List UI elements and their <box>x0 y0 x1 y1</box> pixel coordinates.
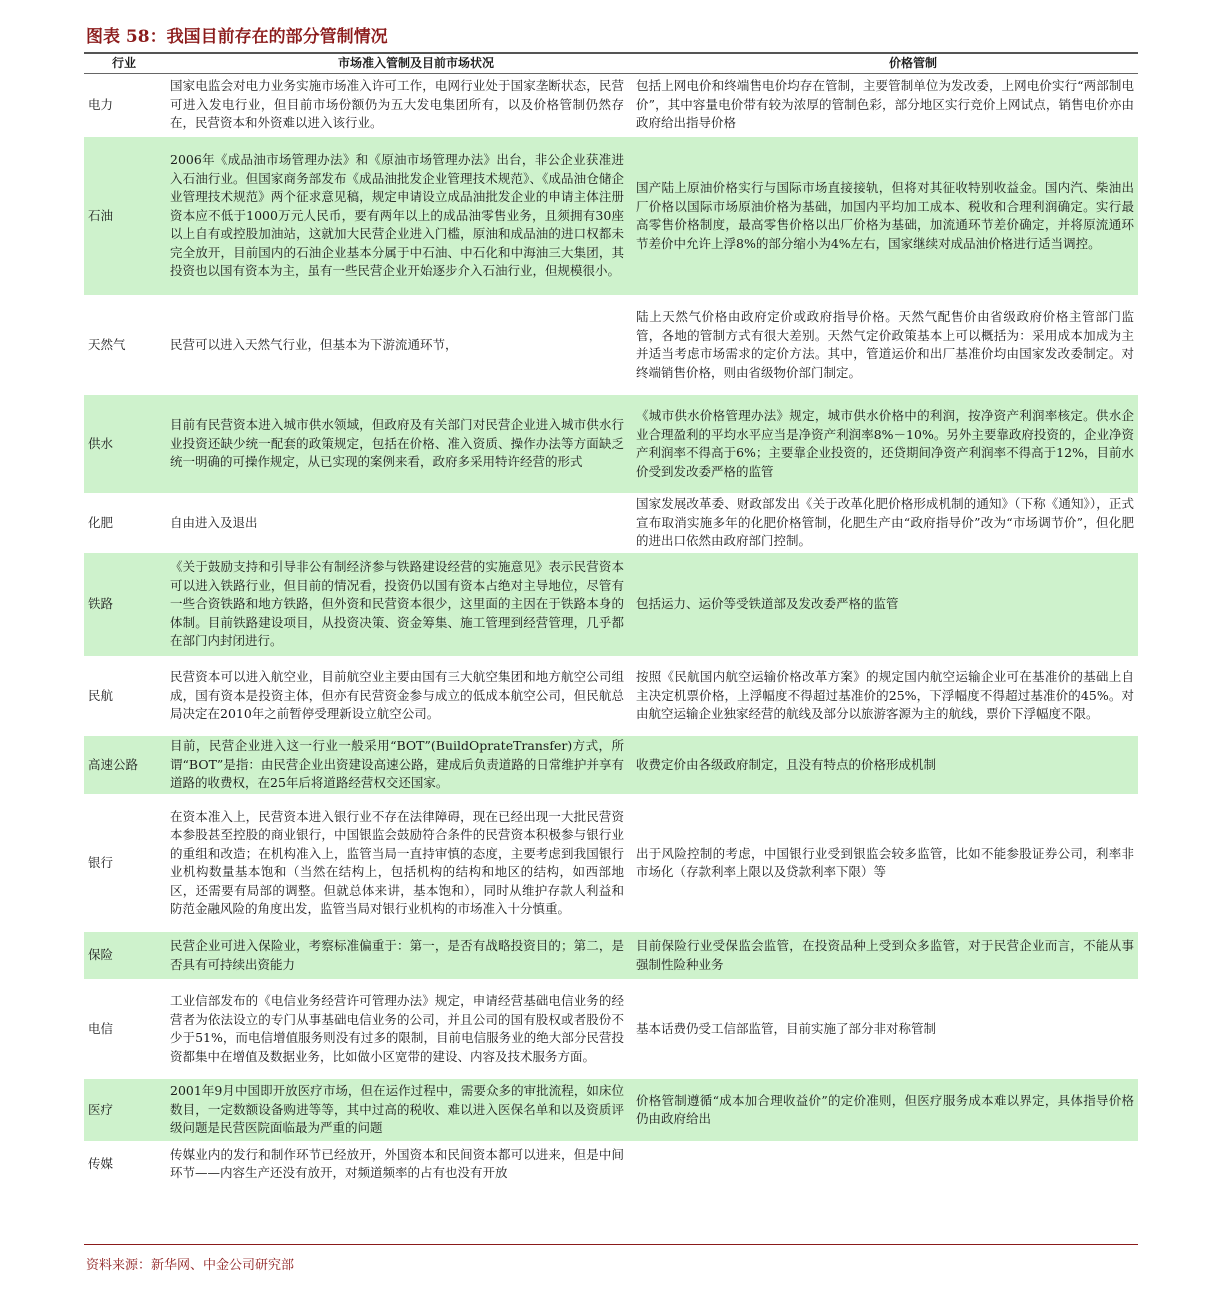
source-note: 资料来源：新华网、中金公司研究部 <box>86 1258 295 1273</box>
table-row <box>84 137 1138 296</box>
chart-title: 图表 58：我国目前存在的部分管制情况 <box>86 27 388 47</box>
table-row <box>84 980 1138 1079</box>
industry-cell: 民航 <box>88 687 114 703</box>
price-cell: 《城市供水价格管理办法》规定，城市供水价格中的利润，按净资产利润率核定。供水企业合理盈利的平均水平应当是净资产利润率8%－10%。另外主要靠政府投资的，企业净资产利润率不得高于6%；主要靠企业投资的，还贷期间净资产利润率不得高于12%，目前水价受到发改委严格的监管 <box>636 408 1134 479</box>
price-cell: 陆上天然气价格由政府定价或政府指导价格。天然气配售价由省级政府价格主管部门监管，各地的管制方式有很大差别。天然气定价政策基本上可以概括为：采用成本加成为主并适当考虑市场需求的定价方法。其中，管道运价和出厂基准价均由国家发改委制定。对终端销售价格，则由省级物价部门制定。 <box>636 309 1134 380</box>
market-cell: 2001年9月中国即开放医疗市场，但在运作过程中，需要众多的审批流程，如床位数目，一定数额设备购进等等，其中过高的税收、难以进入医保名单和以及资质评级问题是民营医院面临最为严重的问题 <box>170 1083 624 1136</box>
price-cell: 按照《民航国内航空运输价格改革方案》的规定国内航空运输企业可在基准价的基础上自主决定机票价格，上浮幅度不得超过基准价的25%，下浮幅度不得超过基准价的45%。对由航空运输企业独家经营的航线及部分以旅游客源为主的航线，票价下浮幅度不限。 <box>636 669 1134 722</box>
industry-cell: 高速公路 <box>88 756 139 772</box>
table-row <box>84 1142 1138 1187</box>
industry-cell: 保险 <box>88 947 114 963</box>
market-cell: 传媒业内的发行和制作环节已经放开，外国资本和民间资本都可以进来，但是中间环节——内容生产还没有放开，对频道频率的占有也没有开放 <box>170 1146 624 1180</box>
market-cell: 2006年《成品油市场管理办法》和《原油市场管理办法》出台，非公企业获准进入石油行业。但国家商务部发布《成品油批发企业管理技术规范》、《成品油仓储企业管理技术规范》两个征求意见稿，规定申请设立成品油批发企业的申请主体注册资本应不低于1000万元人民币，要有两年以上的成品油零售业务，且须拥有30座以上自有或控股加油站，这就加大民营企业进入门槛，原油和成品油的进口权都未完全放开，目前国内的石油企业基本分属于中石油、中石化和中海油三大集团，其投资也以国有资本为主，虽有一些民营企业开始逐步介入石油行业，但规模很小。 <box>170 152 624 279</box>
table-row <box>84 657 1138 736</box>
market-cell: 民营企业可进入保险业，考察标准偏重于：第一，是否有战略投资目的；第二，是否具有可持续出资能力 <box>170 938 624 972</box>
header-market: 市场准入管制及目前市场状况 <box>337 56 494 70</box>
market-cell: 民营可以进入天然气行业，但基本为下游流通环节， <box>170 336 458 352</box>
industry-cell: 天然气 <box>88 336 126 352</box>
market-cell: 《关于鼓励支持和引导非公有制经济参与铁路建设经营的实施意见》表示民营资本可以进入铁路行业，但目前的情况看，投资仍以国有资本占绝对主导地位，尽管有一些合资铁路和地方铁路，但外资和民营资本很少，这里面的主因在于铁路本身的体制。目前铁路建设项目，从投资决策、资金筹集、施工管理到经营管理，几乎都在部门内封闭进行。 <box>170 559 624 649</box>
market-cell: 民营资本可以进入航空业，目前航空业主要由国有三大航空集团和地方航空公司组成，国有资本是投资主体，但亦有民营资金参与成立的低成本航空公司，但民航总局决定在2010年之前暂停受理新设立航空公司。 <box>170 669 624 722</box>
industry-cell: 电力 <box>88 96 114 112</box>
price-cell: 包括上网电价和终端售电价均存在管制，主要管制单位为发改委，上网电价实行“两部制电价”，其中容量电价带有较为浓厚的管制色彩，部分地区实行竞价上网试点，销售电价亦由政府给出指导价格 <box>636 78 1134 131</box>
price-cell: 目前保险行业受保监会监管，在投资品种上受到众多监管，对于民营企业而言，不能从事强制性险种业务 <box>636 938 1134 972</box>
industry-cell: 供水 <box>88 435 114 451</box>
industry-cell: 银行 <box>88 854 114 870</box>
table-row <box>84 74 1138 137</box>
table-row <box>84 395 1138 494</box>
regulation-table <box>84 52 1138 1187</box>
industry-cell: 铁路 <box>88 596 114 612</box>
table-row <box>84 1079 1138 1142</box>
price-cell: 包括运力、运价等受铁道部及发改委严格的监管 <box>636 596 899 612</box>
market-cell: 工业信部发布的《电信业务经营许可管理办法》规定，申请经营基础电信业务的经营者为依法设立的专门从事基础电信业务的公司，并且公司的国有股权或者股份不少于51%，而电信增值服务则没有过多的限制，目前电信服务业的绝大部分民营投资都集中在增值及数据业务，比如做小区宽带的建设、内容及技术服务方面。 <box>170 993 624 1064</box>
table-row <box>84 494 1138 553</box>
table-header <box>84 54 1138 74</box>
price-cell: 国产陆上原油价格实行与国际市场直接接轨，但将对其征收特别收益金。国内汽、柴油出厂价格以国际市场原油价格为基础，加国内平均加工成本、税收和合理利润确定。实行最高零售价格制度，最高零售价格以出厂价格为基础，加流通环节差价确定，并将原流通环节差价中允许上浮8%的部分缩小为4%左右，国家继续对成品油价格进行适当调控。 <box>636 180 1134 251</box>
industry-cell: 化肥 <box>88 514 114 530</box>
footer-divider <box>84 1244 1138 1245</box>
market-cell: 国家电监会对电力业务实施市场准入许可工作，电网行业处于国家垄断状态，民营可进入发电行业，但目前市场份额仍为五大发电集团所有，以及价格管制仍然存在，民营资本和外资难以进入该行业。 <box>170 78 624 131</box>
header-price: 价格管制 <box>888 56 937 70</box>
header-industry: 行业 <box>111 56 136 70</box>
market-cell: 自由进入及退出 <box>170 514 258 530</box>
industry-cell: 医疗 <box>88 1101 114 1117</box>
price-cell: 国家发展改革委、财政部发出《关于改革化肥价格形成机制的通知》（下称《通知》），正式宣布取消实施多年的化肥价格管制，化肥生产由“政府指导价”改为“市场调节价”，但化肥的进出口依然由政府部门控制。 <box>636 496 1134 549</box>
table-row <box>84 932 1138 980</box>
industry-cell: 石油 <box>88 207 114 223</box>
market-cell: 在资本准入上，民营资本进入银行业不存在法律障碍，现在已经出现一大批民营资本参股甚至控股的商业银行，中国银监会鼓励符合条件的民营资本积极参与银行业的重组和改造；在机构准入上，监管当局一直持审慎的态度，主要考虑到我国银行业机构数量基本饱和（当然在结构上，包括机构的结构和地区的结构，如西部地区，还需要有局部的调整。但就总体来讲，基本饱和），同时从维护存款人利益和防范金融风险的角度出发，监管当局对银行业机构的市场准入十分慎重。 <box>170 808 624 916</box>
price-cell: 价格管制遵循“成本加合理收益价”的定价准则，但医疗服务成本难以界定，具体指导价格仍由政府给出 <box>636 1092 1134 1126</box>
table-row <box>84 296 1138 395</box>
industry-cell: 电信 <box>88 1020 114 1036</box>
table-row <box>84 553 1138 657</box>
market-cell: 目前有民营资本进入城市供水领域，但政府及有关部门对民营企业进入城市供水行业投资还缺少统一配套的政策规定，包括在价格、准入资质、操作办法等方面缺乏统一明确的可操作规定，从已实现的案例来看，政府多采用特许经营的形式 <box>170 417 624 470</box>
price-cell: 基本话费仍受工信部监管，目前实施了部分非对称管制 <box>636 1020 937 1036</box>
market-cell: 目前，民营企业进入这一行业一般采用“BOT”(BuildOprateTransfer)方式，所谓“BOT”是指：由民营企业出资建设高速公路，建成后负责道路的日常维护并享有道路的收费权，在25年后将道路经营权交还国家。 <box>170 738 624 791</box>
price-cell: 出于风险控制的考虑，中国银行业受到银监会较多监管，比如不能参股证券公司，利率非市场化（存款利率上限以及贷款利率下限）等 <box>636 845 1134 879</box>
table-row <box>84 736 1138 795</box>
table-row <box>84 795 1138 932</box>
price-cell: 收费定价由各级政府制定，且没有特点的价格形成机制 <box>636 756 937 772</box>
industry-cell: 传媒 <box>88 1155 114 1171</box>
